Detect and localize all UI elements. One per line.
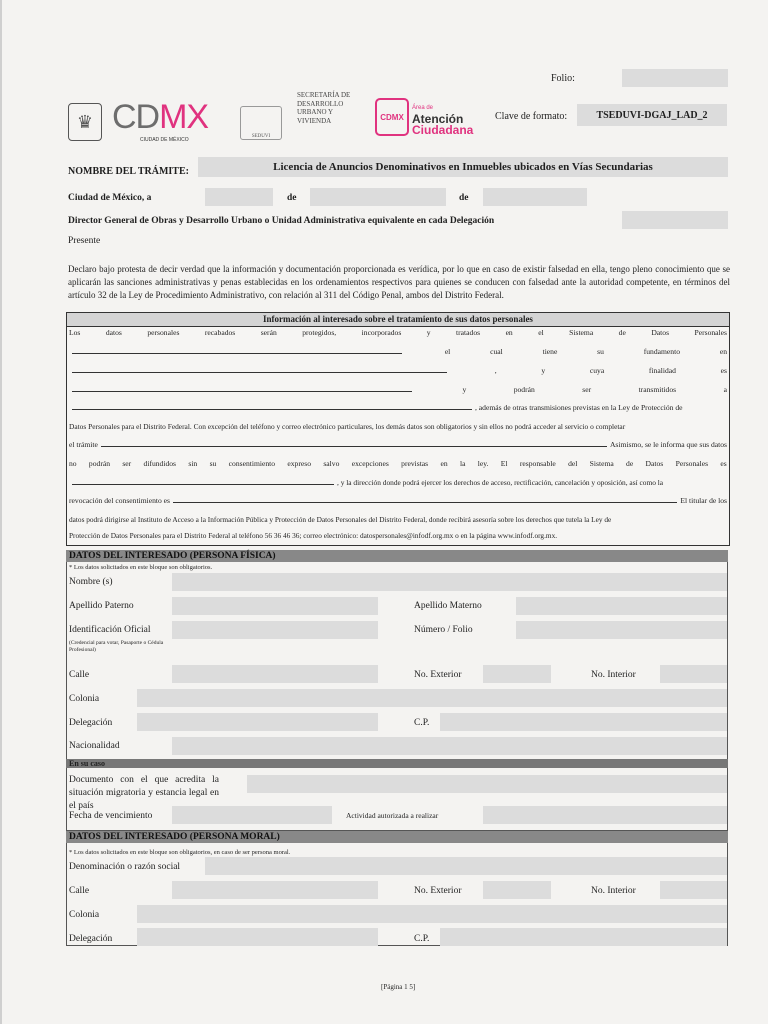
fecha-vencimiento-field[interactable] [172,806,332,824]
no-exterior-field[interactable] [483,665,551,683]
identificacion-field[interactable] [172,621,378,639]
nacionalidad-field[interactable] [172,737,727,755]
numero-folio-label: Número / Folio [414,625,473,635]
privacy-line-8: no podrán ser difundidos sin su consentimiento expreso salvo excepciones previstas en la ley. El responsable del Sistema de Datos Personales es [69,459,727,468]
day-field[interactable] [205,188,273,206]
moral-no-exterior-label: No. Exterior [414,886,462,896]
actividad-label: Actividad autorizada a realizar [346,811,439,820]
privacy-notice [66,312,730,546]
persona-moral-title: DATOS DEL INTERESADO (PERSONA MORAL) [66,831,728,843]
identificacion-label: Identificación Oficial [69,625,151,635]
cp-field[interactable] [440,713,727,731]
delegacion-field-fisica[interactable] [137,713,378,731]
de-label-1: de [287,193,297,203]
declaration-text: Declaro bajo protesta de decir verdad que la información y documentación proporcionada es verídica, por lo que en caso de existir falsedad en ella, tengo pleno conocimiento que se aplicarán las sanciones administrativas y penas establecidas en los ordenamientos respectivos para quienes se conducen con falsedad ante la autoridad competente, en términos del artículo 32 de la Ley de Procedimiento Administrativo, con relación al 311 del Código Penal, ambos del Distrito Federal. [68,264,730,300]
no-interior-label: No. Interior [591,670,636,680]
apellido-paterno-label: Apellido Paterno [69,601,134,611]
denominacion-label: Denominación o razón social [69,862,181,872]
colonia-field[interactable] [137,689,727,707]
moral-no-interior-label: No. Interior [591,886,636,896]
moral-no-interior-field[interactable] [660,881,727,899]
moral-colonia-field[interactable] [137,905,727,923]
nombre-field[interactable] [172,573,727,591]
moral-cp-field[interactable] [440,928,727,946]
no-interior-field[interactable] [660,665,727,683]
page-number: [Página 1 5] [381,983,416,991]
de-label-2: de [459,193,469,203]
moral-delegacion-label: Delegación [69,934,113,944]
denominacion-field[interactable] [205,857,727,875]
delegacion-field[interactable] [622,211,728,229]
privacy-title: Información al interesado sobre el tratamiento de sus datos personales [67,313,729,327]
persona-moral-note: * Los datos solicitados en este bloque son obligatorios, en caso de ser persona moral. [69,849,291,856]
clave-value: TSEDUVI-DGAJ_LAD_2 [577,104,727,126]
no-exterior-label: No. Exterior [414,670,462,680]
delegacion-label: Delegación [69,718,113,728]
tramite-value: Licencia de Anuncios Denominativos en Inmuebles ubicados en Vías Secundarias [198,157,728,177]
identificacion-note: (Credencial para votar, Pasaporte o Cédula Profesional) [69,640,164,653]
calle-field[interactable] [172,665,378,683]
privacy-line-3: , y cuya finalidad es [69,366,727,375]
ciudad-label: Ciudad de México, a [68,193,152,203]
documento-field[interactable] [247,775,727,793]
privacy-line-5: , además de otras transmisiones previstas en la Ley de Protección de [69,403,727,412]
nombre-label: Nombre (s) [69,577,113,587]
moral-delegacion-field[interactable] [137,928,378,946]
folio-label: Folio: [551,73,575,84]
apellido-materno-field[interactable] [516,597,727,615]
atencion-ciudadana-logo: Área de Atención Ciudadana [412,105,474,137]
colonia-label: Colonia [69,694,100,704]
documento-label: Documento con el que acredita la situación migratoria y estancia legal en el país [69,775,219,811]
cdmx-logo-subtitle: CIUDAD DE MÉXICO [140,137,189,143]
secretaria-label: SECRETARÍA DE DESARROLLO URBANO Y VIVIENDA [297,91,351,125]
moral-colonia-label: Colonia [69,910,100,920]
privacy-line-10: revocación del consentimiento es El titular de los [69,496,727,505]
privacy-line-11: datos podrá dirigirse al Instituto de Acceso a la Información Pública y Protección de Datos Personales del Distrito Federal, donde recibirá asesoría sobre los derechos que tutela la Ley de [69,515,612,524]
en-su-caso-title: En su caso [66,759,728,768]
privacy-line-2: el cual tiene su fundamento en [69,347,727,356]
seduvi-logo: SEDUVI [240,106,282,140]
moral-cp-label: C.P. [414,934,430,944]
year-field[interactable] [483,188,587,206]
moral-calle-field[interactable] [172,881,378,899]
director-label: Director General de Obras y Desarrollo Urbano o Unidad Administrativa equivalente en cada Delegación [68,216,495,226]
apellido-paterno-field[interactable] [172,597,378,615]
persona-fisica-note: * Los datos solicitados en este bloque son obligatorios. [69,564,213,571]
cdmx-logo: CDMX [112,98,209,136]
moral-no-exterior-field[interactable] [483,881,551,899]
privacy-line-4: y podrán ser transmitidos a [69,385,727,394]
privacy-line-12: Protección de Datos Personales para el Distrito Federal al teléfono 56 36 46 36; correo electrónico: datospersonales@infodf.org.mx o en la página www.infodf.org.mx. [69,531,558,540]
presente-label: Presente [68,236,101,246]
folio-field[interactable] [622,69,728,87]
privacy-line-9: , y la dirección donde podrá ejercer los derechos de acceso, rectificación, cancelación y oposición, así como la [69,478,727,487]
actividad-field[interactable] [483,806,727,824]
persona-fisica-title: DATOS DEL INTERESADO (PERSONA FÍSICA) [66,550,728,562]
scan-edge-left [0,0,2,1024]
tramite-label: NOMBRE DEL TRÁMITE: [68,166,189,177]
apellido-materno-label: Apellido Materno [414,601,482,611]
month-field[interactable] [310,188,446,206]
privacy-line-7: el trámite Asimismo, se le informa que sus datos [69,440,727,449]
fecha-vencimiento-label: Fecha de vencimiento [69,811,153,821]
privacy-line-6: Datos Personales para el Distrito Federal. Con excepción del teléfono y correo electrónico particulares, los demás datos son obligatorios y sin ellos no podrá acceder al servicio o completar [69,422,626,431]
privacy-line-1: Los datos personales recabados serán protegidos, incorporados y tratados en el Sistema de Datos Personales [69,328,727,337]
calle-label: Calle [69,670,90,680]
clave-label: Clave de formato: [495,111,568,122]
cp-label: C.P. [414,718,430,728]
coat-of-arms-icon: ♛ [68,103,102,141]
moral-calle-label: Calle [69,886,90,896]
numero-folio-field[interactable] [516,621,727,639]
nacionalidad-label: Nacionalidad [69,741,120,751]
atencion-ciudadana-icon: CDMX [375,98,409,136]
